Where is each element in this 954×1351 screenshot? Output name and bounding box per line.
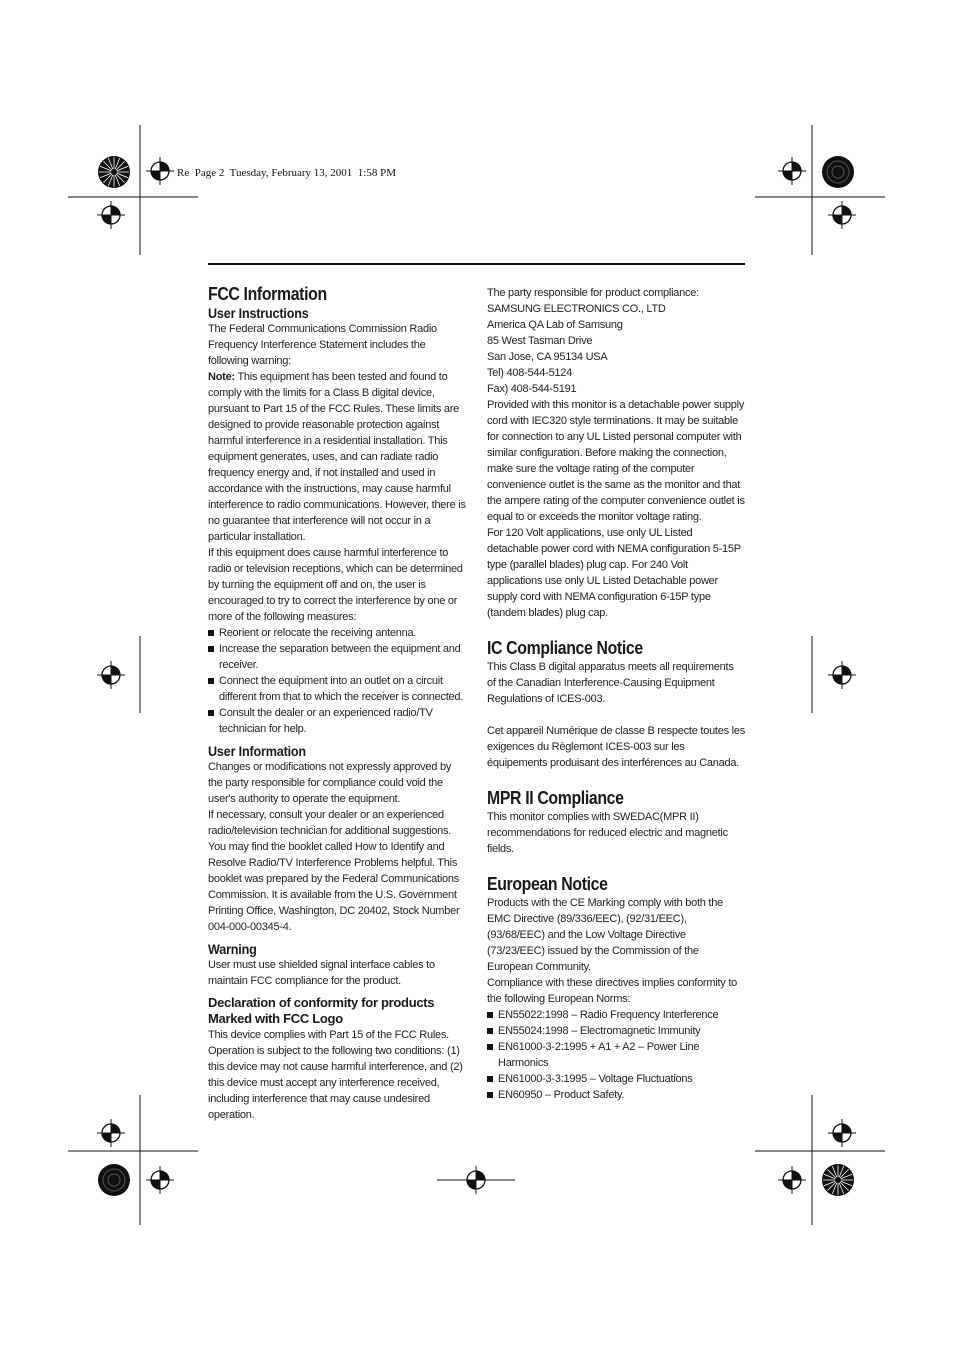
user-information-heading: User Information <box>208 743 306 759</box>
party-line: Tel) 408-544-5124 <box>487 367 573 379</box>
party-line: The party responsible for product compliance: <box>487 287 699 299</box>
list-item: EN60950 – Product Safety. <box>487 1087 745 1103</box>
party-line: America QA Lab of Samsung <box>487 319 623 331</box>
mpr-text: This monitor complies with SWEDAC(MPR II) recommendations for reduced electric and magnetic fields. <box>487 811 728 855</box>
header-rule <box>208 263 745 265</box>
measures-list <box>208 625 466 737</box>
warning-text: User must use shielded signal interface cables to maintain FCC compliance for the product. <box>208 959 435 987</box>
left-column <box>208 283 466 1123</box>
list-item: EN61000-3-3:1995 – Voltage Fluctuations <box>487 1071 745 1087</box>
list-item: EN61000-3-2:1995 + A1 + A2 – Power Line Harmonics <box>487 1039 745 1071</box>
party-line: SAMSUNG ELECTRONICS CO., LTD <box>487 303 666 315</box>
european-text-2: Compliance with these directives implies conformity to the following European Norms: <box>487 977 737 1005</box>
list-item: Connect the equipment into an outlet on a circuit different from that to which the receiver is connected. <box>208 673 466 705</box>
list-item: EN55022:1998 – Radio Frequency Interference <box>487 1007 745 1023</box>
note-label: Note: <box>208 371 235 383</box>
page-slug: Re Page 2 Tuesday, February 13, 2001 1:58 PM <box>177 167 396 179</box>
voltage-paragraph: For 120 Volt applications, use only UL Listed detachable power cord with NEMA configuration 5-15P type (parallel blades) plug cap. For 240 Volt applications use only UL Listed Detachable power supply cord with NEMA configuration 6-15P type (tandem blades) plug cap. <box>487 527 741 619</box>
list-item: EN55024:1998 – Electromagnetic Immunity <box>487 1023 745 1039</box>
ic-french-text: Cet appareil Numérique de classe B respecte toutes les exigences du Règlemont ICES-003 sur les équipements produisant des interférences au Canada. <box>487 725 745 769</box>
european-text: Products with the CE Marking comply with both the EMC Directive (89/336/EEC), (92/31/EEC), (93/68/EEC) and the Low Voltage Directive (73/23/EEC) issued by the Commission of the European Community. <box>487 897 723 973</box>
declaration-heading: Declaration of conformity for products Marked with FCC Logo <box>208 995 435 1026</box>
ic-compliance-title: IC Compliance Notice <box>487 638 643 658</box>
list-item: Consult the dealer or an experienced radio/TV technician for help. <box>208 705 466 737</box>
user-instructions-intro: The Federal Communications Commission Radio Frequency Interference Statement includes the following warning: <box>208 323 437 367</box>
warning-heading: Warning <box>208 941 257 957</box>
user-information-para2: If necessary, consult your dealer or an experienced radio/television technician for additional suggestions. You may find the booklet called How to Identify and Resolve Radio/TV Interference Problems helpful. This booklet was prepared by the Federal Communications Commission. It is available from the U.S. Government Printing Office, Washington, DC 20402, Stock Number 004-000-00345-4. <box>208 809 460 933</box>
party-line: 85 West Tasman Drive <box>487 335 593 347</box>
mpr-compliance-title: MPR II Compliance <box>487 788 624 808</box>
interference-paragraph: If this equipment does cause harmful interference to radio or television receptions, which can be determined by turning the equipment off and on, the user is encouraged to try to correct the interference by one or more of the following measures: <box>208 547 463 623</box>
declaration-text: This device complies with Part 15 of the FCC Rules. Operation is subject to the following two conditions: (1) this device may not cause harmful interference, and (2) this device must accept any interference received, including interference that may cause undesired operation. <box>208 1029 463 1121</box>
fcc-note <box>208 369 466 545</box>
user-instructions-heading: User Instructions <box>208 305 309 321</box>
ic-english-text: This Class B digital apparatus meets all requirements of the Canadian Interference-Causing Equipment Regulations of ICES-003. <box>487 661 734 705</box>
power-cord-paragraph: Provided with this monitor is a detachable power supply cord with IEC320 style terminations. It may be suitable for connection to any UL Listed personal computer with similar configuration. Before making the connection, make sure the voltage rating of the computer convenience outlet is the same as the monitor and that the ampere rating of the computer convenience outlet is equal to or exceeds the monitor voltage rating. <box>487 399 745 523</box>
norms-list <box>487 1007 745 1103</box>
party-line: Fax) 408-544-5191 <box>487 383 577 395</box>
note-text: This equipment has been tested and found to comply with the limits for a Class B digital device, pursuant to Part 15 of the FCC Rules. These limits are designed to provide reasonable protection against harmful interference in a residential installation. This equipment generates, uses, and can radiate radio frequency energy and, if not installed and used in accordance with the instructions, may cause harmful interference to radio communications. However, there is no guarantee that interference will not occur in a particular installation. <box>208 371 466 543</box>
party-line: San Jose, CA 95134 USA <box>487 351 608 363</box>
list-item: Reorient or relocate the receiving antenna. <box>208 625 466 641</box>
user-information-para1: Changes or modifications not expressly approved by the party responsible for compliance could void the user's authority to operate the equipment. <box>208 761 452 805</box>
list-item: Increase the separation between the equipment and receiver. <box>208 641 466 673</box>
fcc-information-title: FCC Information <box>208 284 327 304</box>
right-column <box>487 285 745 1103</box>
european-notice-title: European Notice <box>487 874 608 894</box>
